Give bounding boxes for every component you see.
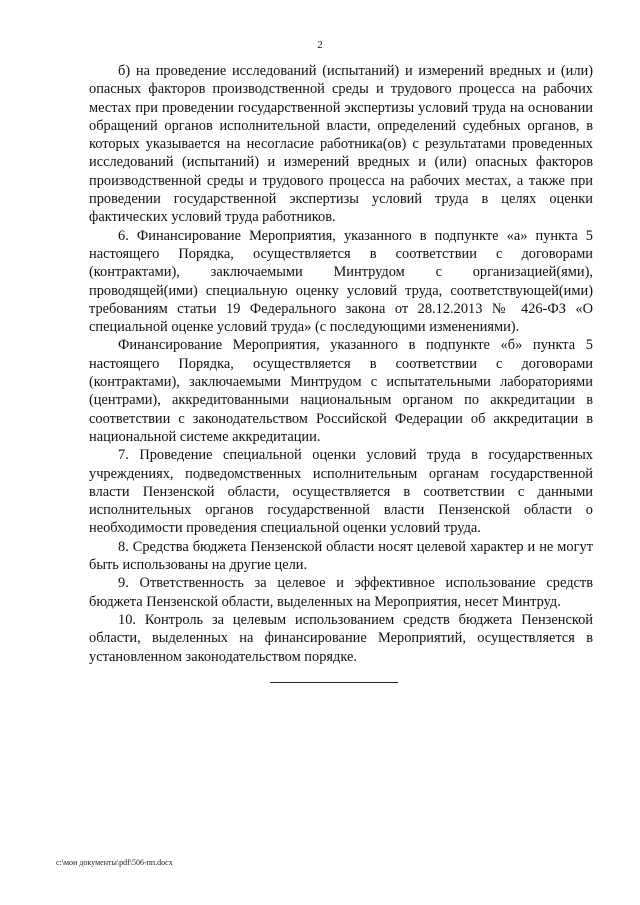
paragraph-5b: б) на проведение исследований (испытаний) и измерений вредных и (или) опасных факторов производственной среды и трудового процесса на рабочих местах при проведении государственной экспертизы условий труда на основании обращений органов исполнительной власти, определений судебных органов, в которых указывается на несогласие работника(ов) с результатами проведенных исследований (испытаний) и измерений вредных и (или) опасных факторов производственной среды и трудового процесса на рабочих местах, а также при проведении государственной экспертизы условий труда в целях оценки фактических условий труда работников. [89, 63, 593, 226]
paragraph-8: 8. Средства бюджета Пензенской области носят целевой характер и не могут быть использованы на другие цели. [89, 538, 593, 574]
end-divider-line [270, 682, 398, 683]
page-number: 2 [317, 39, 323, 51]
document-body [89, 62, 593, 666]
footer-file-path: c:\мои документы\pdf\506-пп.docx [56, 858, 173, 867]
paragraph-9: 9. Ответственность за целевое и эффективное использование средств бюджета Пензенской области, выделенных на Мероприятия, несет Минтруд. [89, 575, 593, 610]
paragraph-10: 10. Контроль за целевым использованием средств бюджета Пензенской области, выделенных на финансирование Мероприятий, осуществляется в установленном законодательством порядке. [89, 611, 593, 665]
paragraph-6-financing-b: Финансирование Мероприятия, указанного в подпункте «б» пункта 5 настоящего Порядка, осуществляется в соответствии с договорами (контрактами), заключаемыми Минтрудом с испытательными лабораториями (центрами), аккредитованными национальным органом по аккредитации в соответствии с законодательством Российской Федерации об аккредитации в национальной системе аккредитации. [89, 337, 593, 445]
paragraph-6: 6. Финансирование Мероприятия, указанного в подпункте «а» пункта 5 настоящего Порядка, осуществляется в соответствии с договорами (контрактами), заключаемыми Минтрудом с организацией(ями), проводящей(ими) специальную оценку условий труда, соответствующей(ими) требованиям статьи 19 Федерального закона от 28.12.2013 № 426-ФЗ «О специальной оценке условий труда» (с последующими изменениями). [89, 227, 593, 336]
paragraph-7: 7. Проведение специальной оценки условий труда в государственных учреждениях, подведомственных исполнительным органам государственной власти Пензенской области, осуществляется в соответствии с данными исполнительных органов государственной власти Пензенской области о необходимости проведения специальной оценки условий труда. [89, 447, 593, 537]
